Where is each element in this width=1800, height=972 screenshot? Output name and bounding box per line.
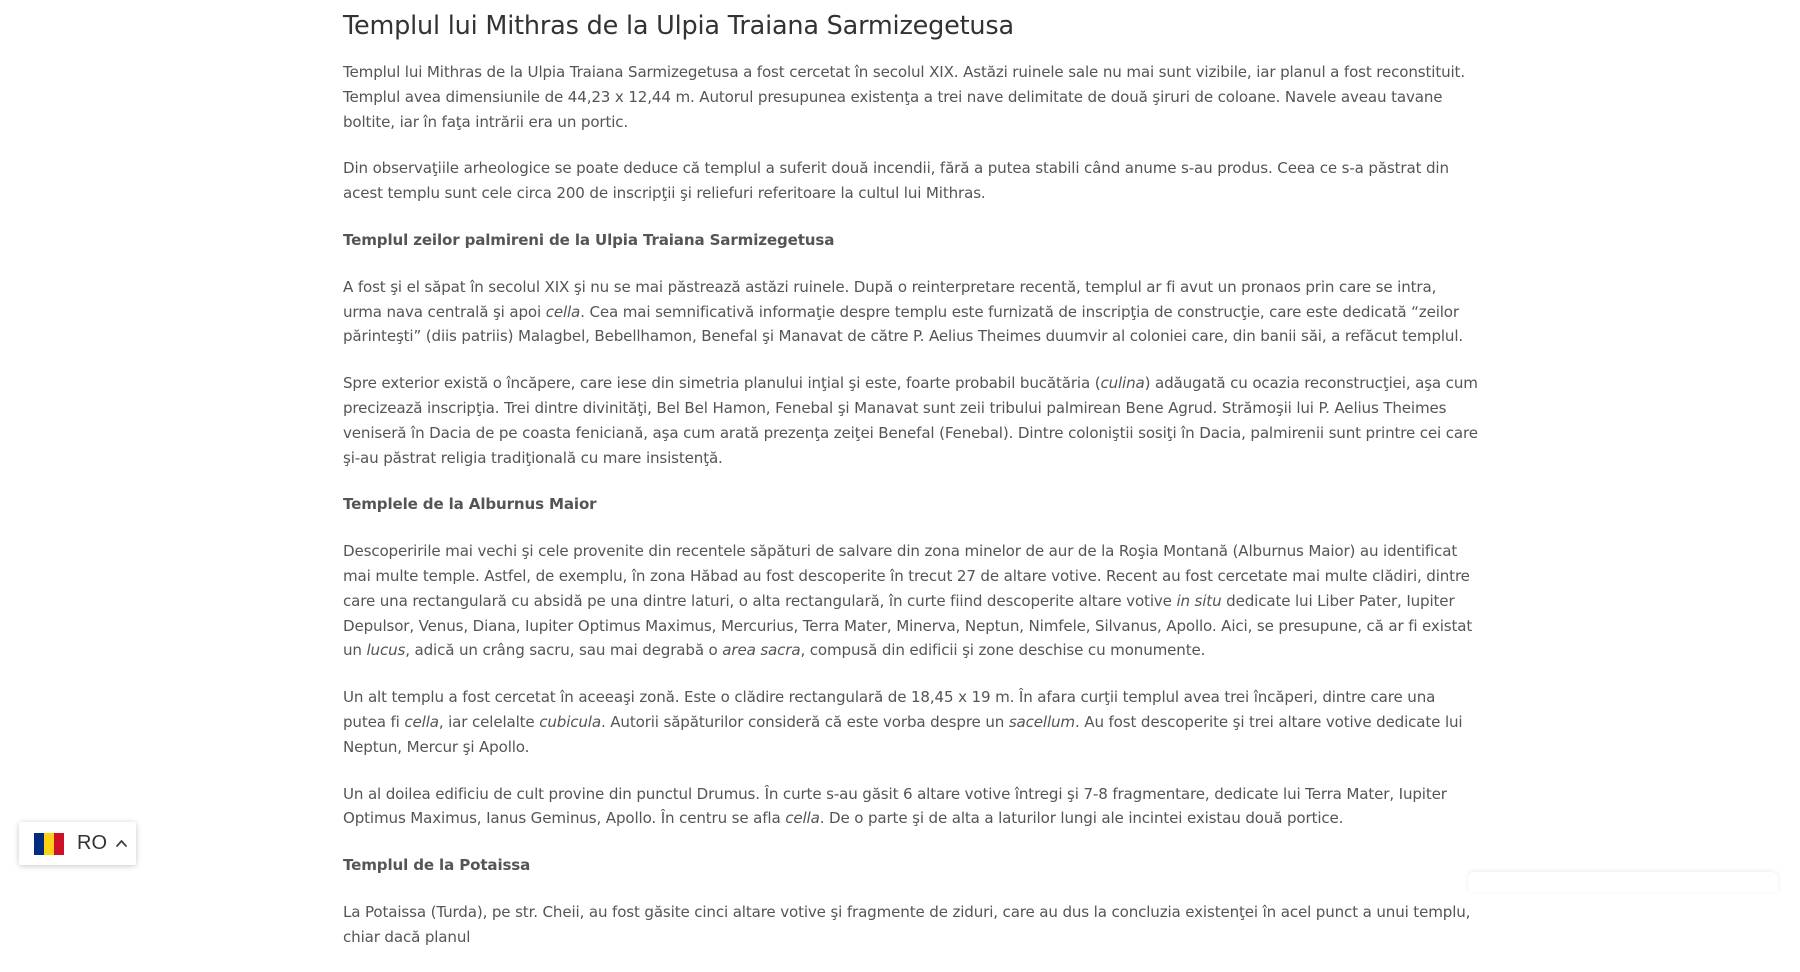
text-run: . Autorii săpăturilor consideră că este vorba despre un: [600, 712, 1009, 731]
text-run: Un alt templu a fost cercetat în aceeaşi zonă. Este o clădire rectangulară de 18,45 x 19 m. În afara curţii templul avea trei încăperi, dintre care una putea fi: [343, 688, 1436, 731]
text-run: , compusă din edificii şi zone deschise cu monumente.: [800, 641, 1206, 660]
section-heading: [343, 853, 1478, 878]
paragraph: [343, 60, 1478, 134]
italic-term: cella: [785, 809, 820, 828]
paragraph: [343, 539, 1478, 663]
italic-term: cella: [545, 302, 581, 321]
italic-term: cella: [404, 712, 439, 731]
paragraph: [343, 156, 1478, 206]
text-run: Descoperirile mai vechi şi cele provenite din recentele săpături de salvare din zona minelor de aur de la Roşia Montană (Alburnus Maior) au identificat mai multe temple. Astfel, de exemplu, în zona Hăbad au fost descoperite în trecut 27 de altare votive. Recent au fost cercetate mai multe clădiri, dintre care una rectangulară cu absidă pe una dintre laturi, o alta rectangulară, în curte fiind descoperite altare votive: [343, 542, 1470, 610]
text-run: . De o parte şi de alta a laturilor lungi ale incintei existau două portice.: [819, 809, 1344, 828]
italic-term: cubicula: [539, 712, 601, 731]
language-switcher[interactable]: [19, 822, 136, 865]
text-run: Templul zeilor palmireni de la Ulpia Traiana Sarmizegetusa: [343, 230, 835, 249]
italic-term: culina: [1100, 374, 1145, 393]
text-run: , iar celelalte: [438, 712, 540, 731]
text-run: La Potaissa (Turda), pe str. Cheii, au fost găsite cinci altare votive şi fragmente de ziduri, care au dus la concluzia existenţei în acel punct a unui templu, chiar dacă planul: [343, 902, 1471, 946]
language-code: RO: [77, 832, 107, 854]
text-run: dedicate lui Liber Pater, Iupiter Depulsor, Venus, Diana, Iupiter Optimus Maximus, Mercurius, Terra Mater, Minerva, Neptun, Nimfele, Silvanus, Apollo. Aici, se presupune, că ar fi existat un: [343, 591, 1473, 660]
text-run: . Cea mai semnificativă informaţie despre templu este furnizată de inscripţia de construcţie, care este dedicată “zeilor părinteşti” (diis patriis) Malagbel, Bebellhamon, Benefal şi Manavat de către P. Aelius Theimes duumvir al coloniei care, din banii săi, a refăcut templul.: [343, 302, 1464, 346]
text-run: Templul lui Mithras de la Ulpia Traiana Sarmizegetusa a fost cercetat în secolul XIX. Astăzi ruinele sale nu mai sunt vizibile, iar planul a fost reconstituit. Templul avea dimensiunile de 44,23 x 12,44 m. Autorul presupunea existenţa a trei nave delimitate de două şiruri de coloane. Navele aveau tavane boltite, iar în faţa intrării era un portic.: [343, 63, 1465, 131]
paragraph: [343, 685, 1478, 759]
article-body: [343, 60, 1478, 972]
text-run: Templele de la Alburnus Maior: [343, 495, 597, 514]
page-title: Templul lui Mithras de la Ulpia Traiana Sarmizegetusa: [343, 11, 1014, 41]
text-run: . Au fost descoperite şi trei altare votive dedicate lui Neptun, Mercur şi Apollo.: [343, 712, 1463, 756]
chevron-up-icon: [115, 837, 128, 850]
flag-stripe-yellow: [44, 833, 54, 855]
text-run: Spre exterior există o încăpere, care iese din simetria planului inţial şi este, foarte probabil bucătăria (: [343, 374, 1101, 393]
paragraph: [343, 900, 1478, 950]
flag-stripe-red: [54, 833, 64, 855]
section-heading: [343, 228, 1478, 253]
paragraph: [343, 371, 1478, 470]
text-run: A fost şi el săpat în secolul XIX şi nu se mai păstrează astăzi ruinele. După o reinterpretare recentă, templul ar fi avut un pronaos prin care se intra, urma nava centrală şi apoi: [343, 277, 1437, 321]
italic-term: area sacra: [722, 641, 801, 660]
text-run: ) adăugată cu ocazia reconstrucţiei, aşa cum precizează inscripţia. Trei dintre divinităţi, Bel Bel Hamon, Fenebal şi Manavat sunt zeii tribului palmirean Bene Agrud. Strămoşii lui P. Aelius Theimes veniseră în Dacia de pe coasta feniciană, aşa cum arată prezenţa zeiţei Benefal (Fenebal). Dintre coloniştii sosiţi în Dacia, palmirenii sunt printre cei care şi-au păstrat religia tradiţională cu mare insistenţă.: [343, 374, 1478, 467]
flag-stripe-blue: [34, 833, 44, 855]
text-run: Din observaţiile arheologice se poate deduce că templul a suferit două incendii, fără a putea stabili când anume s-au produs. Ceea ce s-a păstrat din acest templu sunt cele circa 200 de inscripţii şi reliefuri referitoare la cultul lui Mithras.: [343, 159, 1449, 203]
text-run: , adică un crâng sacru, sau mai degrabă o: [405, 641, 723, 660]
paragraph: [343, 275, 1478, 349]
text-run: Un al doilea edificiu de cult provine din punctul Drumus. În curte s-au găsit 6 altare votive întregi şi 7-8 fragmentare, dedicate lui Terra Mater, Iupiter Optimus Maximus, Ianus Geminus, Apollo. În centru se afla: [343, 784, 1447, 828]
romania-flag-icon: [34, 833, 64, 855]
text-run: Templul de la Potaissa: [343, 856, 531, 875]
corner-widget: [1468, 872, 1778, 892]
paragraph: [343, 782, 1478, 832]
italic-term: in situ: [1176, 591, 1222, 610]
italic-term: lucus: [366, 641, 406, 660]
section-heading: [343, 492, 1478, 517]
italic-term: sacellum: [1008, 712, 1075, 731]
